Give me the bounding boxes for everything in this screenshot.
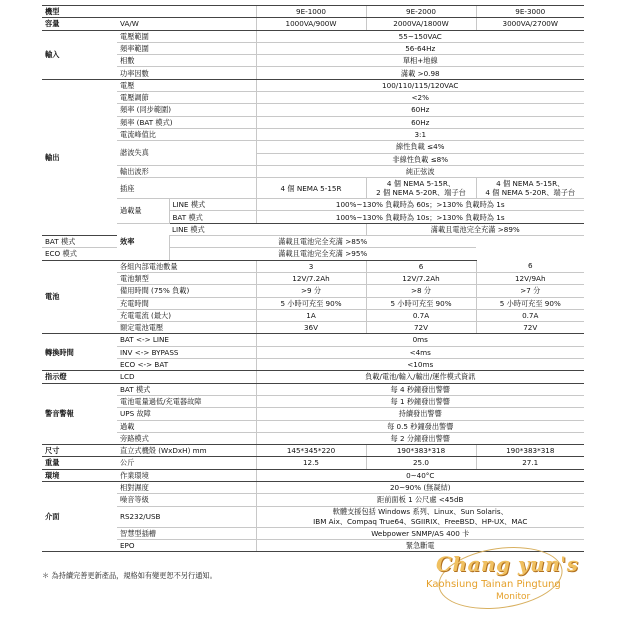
- row-value: 5 小時可充至 90%: [366, 297, 476, 309]
- row-value: 56-64Hz: [256, 42, 584, 54]
- table-row: [42, 420, 584, 432]
- table-row: [42, 527, 584, 539]
- row-item: 插座: [117, 178, 256, 199]
- category-environment: 環境: [42, 469, 117, 481]
- row-item: 相數: [117, 55, 256, 67]
- row-value: 3: [256, 260, 366, 272]
- table-row: [42, 346, 584, 358]
- row-value: Webpower SNMP/AS 400 卡: [256, 527, 584, 539]
- logo-brand: Chang yun's: [436, 552, 579, 576]
- table-row: [42, 309, 584, 321]
- row-item: LCD: [117, 371, 256, 383]
- row-item: RS232/USB: [117, 506, 256, 527]
- category-output: 輸出: [42, 79, 117, 235]
- category-efficiency: 效率: [117, 223, 169, 260]
- row-value: 60Hz: [256, 116, 584, 128]
- table-row: [42, 334, 584, 346]
- row-value: 距前面板 1 公尺處 <45dB: [256, 494, 584, 506]
- row-value: 1000VA/900W: [256, 18, 366, 30]
- row-value: 55~150VAC: [256, 30, 584, 42]
- row-value: 滿載且電池完全充滿 >85%: [169, 236, 476, 248]
- row-item: 電池類型: [117, 272, 256, 284]
- row-item: 充電電流 (最大): [117, 309, 256, 321]
- category-transfer-time: 轉換時間: [42, 334, 117, 371]
- row-value: 每 4 秒鐘發出警響: [256, 383, 584, 395]
- row-value: >8 分: [366, 285, 476, 297]
- model-9e-1000: 9E-1000: [256, 6, 366, 18]
- row-value: 0.7A: [366, 309, 476, 321]
- table-row: [42, 457, 584, 469]
- row-item: 頻率 (同步範圍): [117, 104, 256, 116]
- row-item: EPO: [117, 540, 256, 552]
- table-row: [42, 67, 584, 79]
- row-item: 公斤: [117, 457, 256, 469]
- row-item: ECO <-> BAT: [117, 359, 256, 371]
- row-value: 6: [476, 260, 584, 272]
- model-9e-2000: 9E-2000: [366, 6, 476, 18]
- row-value: 滿載且電池完全充滿 >95%: [169, 248, 476, 260]
- row-item: 電壓範圍: [117, 30, 256, 42]
- logo-cities: Kaohsiung Tainan Pingtung: [426, 579, 561, 590]
- row-value: 0.7A: [476, 309, 584, 321]
- model-9e-3000: 9E-3000: [476, 6, 584, 18]
- category-capacity: 容量: [42, 18, 117, 30]
- table-row: [42, 260, 584, 272]
- table-row: [42, 469, 584, 481]
- row-value: 5 小時可充至 90%: [476, 297, 584, 309]
- row-item: 電壓: [117, 79, 256, 91]
- row-value: 3:1: [256, 128, 584, 140]
- row-value: 60Hz: [256, 104, 584, 116]
- row-value: 5 小時可充至 90%: [256, 297, 366, 309]
- row-value: 負載/電池/輸入/輸出/運作模式資訊: [256, 371, 584, 383]
- table-row: [42, 165, 584, 177]
- table-row: [42, 199, 584, 211]
- row-value: 0~40°C: [256, 469, 584, 481]
- row-item: 噪音等級: [117, 494, 256, 506]
- row-value: 滿載且電池完全充滿 >89%: [366, 223, 584, 235]
- row-value: 12.5: [256, 457, 366, 469]
- table-row: [42, 445, 584, 457]
- table-row: [42, 248, 584, 260]
- row-value: 12V/7.2Ah: [366, 272, 476, 284]
- row-value: 36V: [256, 322, 366, 334]
- table-row: [42, 383, 584, 395]
- row-value: <2%: [256, 92, 584, 104]
- watermark-logo: [418, 548, 588, 608]
- row-value: 12V/7.2Ah: [256, 272, 366, 284]
- row-item: BAT 模式: [117, 383, 256, 395]
- row-item: 諧波失真: [117, 141, 256, 166]
- row-value: 100%~130% 負載時為 60s；>130% 負載時為 1s: [256, 199, 584, 211]
- table-row: [42, 178, 584, 199]
- row-item: 頻率範圍: [117, 42, 256, 54]
- row-item: ECO 模式: [42, 248, 169, 260]
- row-value: 2000VA/1800W: [366, 18, 476, 30]
- table-row: [42, 30, 584, 42]
- row-item: 旁路模式: [117, 432, 256, 444]
- table-row: [42, 223, 584, 235]
- row-value: 72V: [476, 322, 584, 334]
- footnote: ＊ 為持續完善更新產品，規格如有變更恕不另行通知。: [42, 571, 217, 580]
- row-value: 4 個 NEMA 5-15R、 4 個 NEMA 5-20R、端子台: [476, 178, 584, 199]
- category-battery: 電池: [42, 260, 117, 334]
- row-value: 20~90% (無凝結): [256, 481, 584, 493]
- row-value: 6: [366, 260, 476, 272]
- row-value: 線性負載 ≤4%: [256, 141, 584, 153]
- row-subitem: LINE 模式: [169, 199, 256, 211]
- row-value: 100/110/115/120VAC: [256, 79, 584, 91]
- row-value: 27.1: [476, 457, 584, 469]
- category-input: 輸入: [42, 30, 117, 79]
- row-value: 0ms: [256, 334, 584, 346]
- row-value: 12V/9Ah: [476, 272, 584, 284]
- row-item: 作業環境: [117, 469, 256, 481]
- table-row: [42, 55, 584, 67]
- category-weight: 重量: [42, 457, 117, 469]
- table-row: [42, 104, 584, 116]
- category-interface: 介面: [42, 481, 117, 551]
- row-item: 額定電池電壓: [117, 322, 256, 334]
- row-item: 頻率 (BAT 模式): [117, 116, 256, 128]
- row-item: VA/W: [117, 18, 256, 30]
- table-row: [42, 506, 584, 527]
- row-item: UPS 故障: [117, 408, 256, 420]
- row-value: 單相+地線: [256, 55, 584, 67]
- category-indicator: 指示燈: [42, 371, 117, 383]
- row-item: 電流峰值比: [117, 128, 256, 140]
- row-value: <10ms: [256, 359, 584, 371]
- row-value: 100%~130% 負載時為 10s；>130% 負載時為 1s: [256, 211, 584, 223]
- table-row: [42, 79, 584, 91]
- table-row: [42, 116, 584, 128]
- row-value: 緊急斷電: [256, 540, 584, 552]
- row-value: <4ms: [256, 346, 584, 358]
- row-item: 各組內部電池數量: [117, 260, 256, 272]
- row-value: 每 0.5 秒鐘發出警響: [256, 420, 584, 432]
- spec-table: [42, 5, 584, 552]
- row-item: 直立式機殼 (WxDxH) mm: [117, 445, 256, 457]
- table-row: [42, 322, 584, 334]
- logo-monitor: Monitor: [496, 592, 531, 602]
- row-item: BAT 模式: [42, 236, 169, 248]
- table-row: [42, 42, 584, 54]
- row-item: LINE 模式: [169, 223, 366, 235]
- row-value: 25.0: [366, 457, 476, 469]
- row-value: 1A: [256, 309, 366, 321]
- table-row: [42, 395, 584, 407]
- row-value: 每 2 分鐘發出警響: [256, 432, 584, 444]
- category-audible-alarm: 警音警報: [42, 383, 117, 444]
- table-row: [42, 297, 584, 309]
- row-value: 190*383*318: [476, 445, 584, 457]
- table-row: [42, 272, 584, 284]
- row-item: 智慧型插槽: [117, 527, 256, 539]
- table-row: [42, 371, 584, 383]
- row-item: INV <-> BYPASS: [117, 346, 256, 358]
- row-item: 相對濕度: [117, 481, 256, 493]
- table-row: [42, 432, 584, 444]
- table-header-row: [42, 6, 584, 18]
- row-value: >7 分: [476, 285, 584, 297]
- table-row: [42, 494, 584, 506]
- row-value: 145*345*220: [256, 445, 366, 457]
- header-label: 機型: [42, 6, 117, 18]
- table-row: [42, 408, 584, 420]
- row-item: 充電時間: [117, 297, 256, 309]
- row-value: 4 個 NEMA 5-15R: [256, 178, 366, 199]
- table-row: [42, 141, 584, 153]
- table-row: [42, 285, 584, 297]
- table-row: [42, 92, 584, 104]
- row-item: 備用時間 (75% 負載): [117, 285, 256, 297]
- row-item: 電池電量過低/充電器故障: [117, 395, 256, 407]
- table-row: [42, 359, 584, 371]
- row-value: 滿載 >0.98: [256, 67, 584, 79]
- row-value: 純正弦波: [256, 165, 584, 177]
- table-row: [42, 18, 584, 30]
- row-value: 4 個 NEMA 5-15R、 2 個 NEMA 5-20R、端子台: [366, 178, 476, 199]
- category-dimensions: 尺寸: [42, 445, 117, 457]
- row-subitem: BAT 模式: [169, 211, 256, 223]
- row-item: 電壓調節: [117, 92, 256, 104]
- table-row: [42, 481, 584, 493]
- row-item: BAT <-> LINE: [117, 334, 256, 346]
- row-value: 每 1 秒鐘發出警響: [256, 395, 584, 407]
- row-value: 非線性負載 ≤8%: [256, 153, 584, 165]
- row-item: 過載: [117, 420, 256, 432]
- row-item: 過載量: [117, 199, 169, 224]
- row-value: 72V: [366, 322, 476, 334]
- row-item: 功率因數: [117, 67, 256, 79]
- row-value: 軟體支援包括 Windows 系列、Linux、Sun Solaris、 IBM Aix、Compaq True64、SGIIRIX、FreeBSD、HP-UX、MAC: [256, 506, 584, 527]
- table-row: [42, 128, 584, 140]
- row-item: 輸出波形: [117, 165, 256, 177]
- row-value: 3000VA/2700W: [476, 18, 584, 30]
- row-value: 190*383*318: [366, 445, 476, 457]
- row-value: >9 分: [256, 285, 366, 297]
- row-value: 持續發出警響: [256, 408, 584, 420]
